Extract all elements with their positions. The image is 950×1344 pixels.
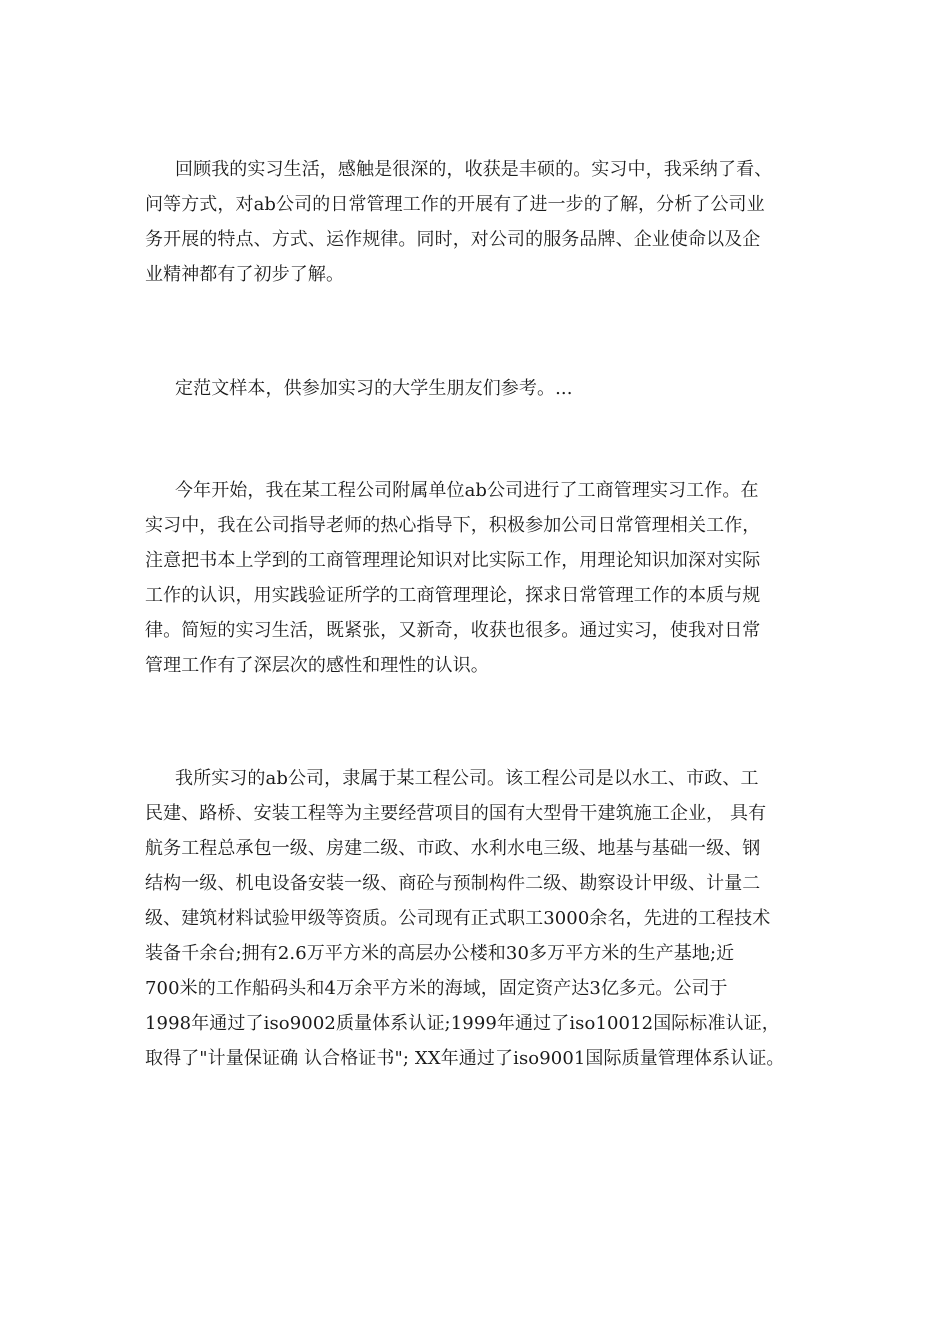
text-line: 实习中，我在公司指导老师的热心指导下，积极参加公司日常管理相关工作，: [145, 515, 761, 536]
paragraph-sample-note: [145, 371, 835, 406]
text-line: 工作的认识，用实践验证所学的工商管理理论，探求日常管理工作的本质与规: [145, 585, 761, 606]
text-line: 定范文样本，供参加实习的大学生朋友们参考。...: [175, 378, 573, 399]
text-line: 管理工作有了深层次的感性和理性的认识。: [145, 655, 489, 676]
text-line: 律。简短的实习生活，既紧张，又新奇，收获也很多。通过实习，使我对日常: [145, 620, 761, 641]
paragraph-review: [145, 152, 835, 292]
text-line: 我所实习的ab公司，隶属于某工程公司。该工程公司是以水工、市政、工: [175, 768, 759, 789]
text-line: 民建、路桥、安装工程等为主要经营项目的国有大型骨干建筑施工企业， 具有: [145, 803, 767, 824]
text-line: 装备千余台;拥有2.6万平方米的高层办公楼和30多万平方米的生产基地;近: [145, 943, 735, 964]
text-line: 取得了"计量保证确 认合格证书"; XX年通过了iso9001国际质量管理体系认证。: [145, 1048, 785, 1069]
text-line: 务开展的特点、方式、运作规律。同时，对公司的服务品牌、企业使命以及企: [145, 229, 761, 250]
text-line: 回顾我的实习生活，感触是很深的，收获是丰硕的。实习中，我采纳了看、: [175, 159, 773, 180]
text-line: 航务工程总承包一级、房建二级、市政、水利水电三级、地基与基础一级、钢: [145, 838, 761, 859]
text-line: 今年开始，我在某工程公司附属单位ab公司进行了工商管理实习工作。在: [175, 480, 759, 501]
text-line: 问等方式，对ab公司的日常管理工作的开展有了进一步的了解，分析了公司业: [145, 194, 765, 215]
text-line: 1998年通过了iso9002质量体系认证;1999年通过了iso10012国际标准认证，: [145, 1013, 780, 1034]
text-line: 级、建筑材料试验甲级等资质。公司现有正式职工3000余名，先进的工程技术: [145, 908, 771, 929]
text-line: 注意把书本上学到的工商管理理论知识对比实际工作，用理论知识加深对实际: [145, 550, 761, 571]
text-line: 业精神都有了初步了解。: [145, 264, 345, 285]
text-line: 结构一级、机电设备安装一级、商砼与预制构件二级、勘察设计甲级、计量二: [145, 873, 761, 894]
paragraph-internship-intro: [145, 473, 835, 683]
text-line: 700米的工作船码头和4万余平方米的海域，固定资产达3亿多元。公司于: [145, 978, 728, 999]
paragraph-company-profile: [145, 761, 835, 1076]
